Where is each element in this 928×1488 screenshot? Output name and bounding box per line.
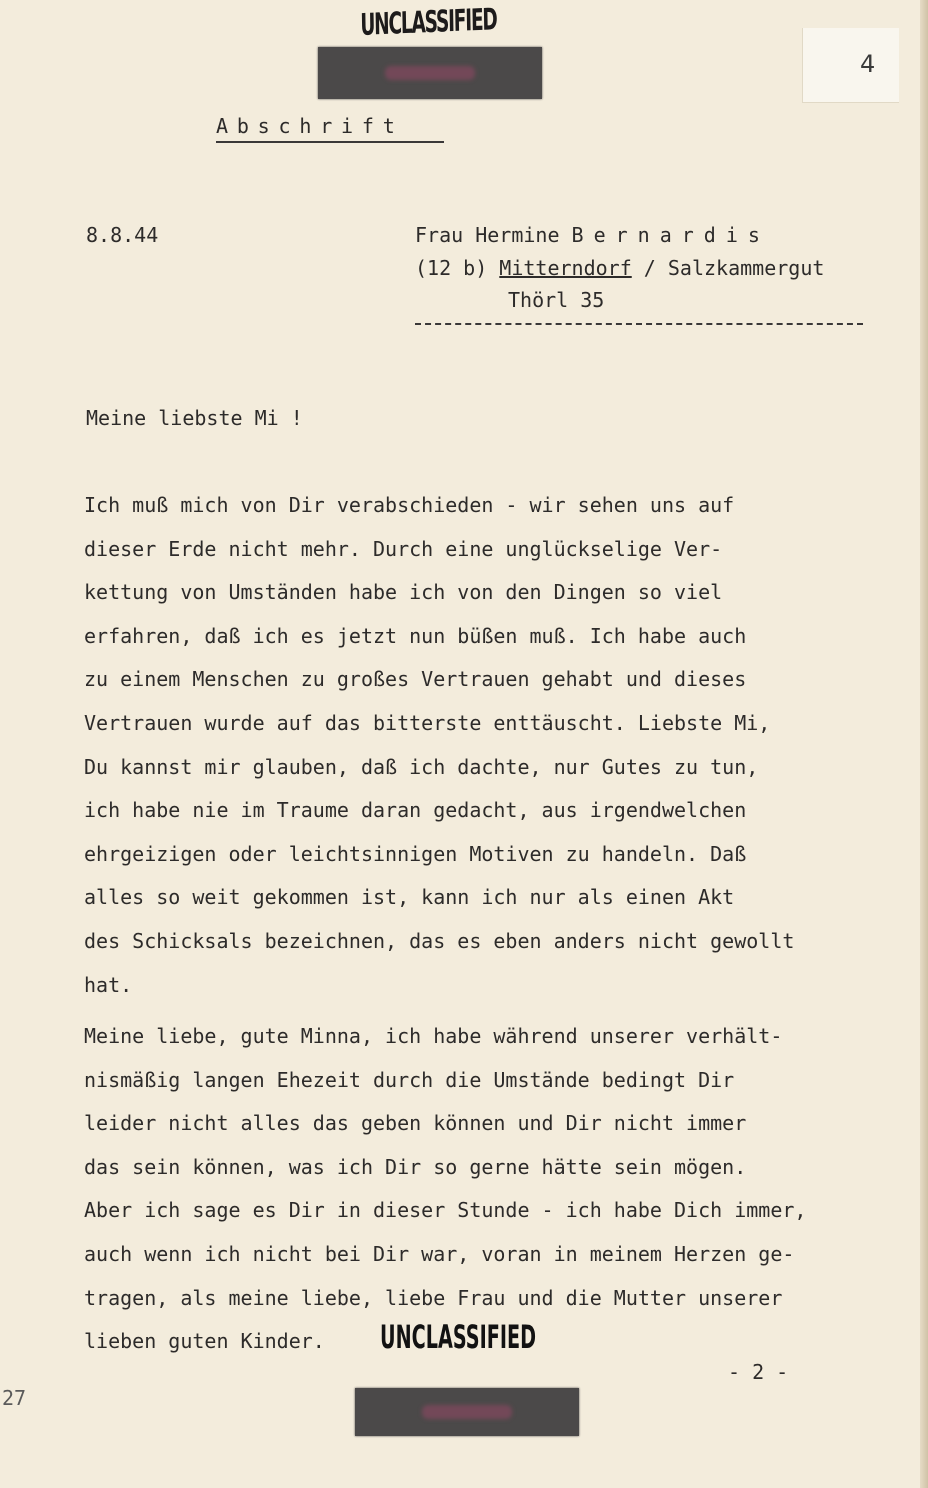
letter-text-line: ehrgeizigen oder leichtsinnigen Motiven zu handeln. Daß	[84, 842, 747, 866]
letter-text-line: erfahren, daß ich es jetzt nun büßen muß. Ich habe auch	[84, 624, 747, 648]
letter-text-line: Vertrauen wurde auf das bitterste enttäuscht. Liebste Mi,	[84, 711, 771, 735]
letter-text-line: nismäßig langen Ehezeit durch die Umstände bedingt Dir	[84, 1068, 735, 1092]
page-number: 4	[860, 50, 876, 78]
letter-greeting: Meine liebste Mi !	[86, 406, 303, 430]
letter-text-line: tragen, als meine liebe, liebe Frau und die Mutter unserer	[84, 1286, 783, 1310]
unclassified-stamp-bottom: UNCLASSIFIED	[380, 1318, 537, 1356]
address-region: / Salzkammergut	[631, 256, 825, 280]
letter-text-line: alles so weit gekommen ist, kann ich nur als einen Akt	[84, 885, 735, 909]
letter-text-line: dieser Erde nicht mehr. Durch eine unglückselige Ver-	[84, 537, 723, 561]
page-edge	[920, 0, 928, 1488]
address-line-1	[415, 223, 770, 247]
letter-text-line: des Schicksals bezeichnen, das es eben anders nicht gewollt	[84, 929, 795, 953]
address-line-3: Thörl 35	[508, 288, 605, 312]
letter-text-line: Du kannst mir glauben, daß ich dachte, nur Gutes zu tun,	[84, 755, 759, 779]
letter-text-line: Aber ich sage es Dir in dieser Stunde - ich habe Dich immer,	[84, 1198, 807, 1222]
address-town: Mitterndorf	[499, 256, 632, 280]
letter-date: 8.8.44	[86, 223, 159, 247]
letter-text-line: Ich muß mich von Dir verabschieden - wir sehen uns auf	[84, 493, 735, 517]
secret-stamp-smudge	[385, 66, 475, 80]
secret-stamp-smudge	[422, 1405, 512, 1419]
letter-text-line: auch wenn ich nicht bei Dir war, voran in meinem Herzen ge-	[84, 1242, 795, 1266]
address-surname: Bernardis	[571, 223, 770, 247]
unclassified-stamp-top: UNCLASSIFIED	[360, 2, 497, 43]
letter-text-line: lieben guten Kinder.	[84, 1329, 325, 1353]
page-number-label	[802, 28, 899, 103]
address-divider	[415, 323, 863, 325]
heading-underline	[216, 141, 444, 143]
redaction-bar-top	[318, 47, 542, 99]
address-postcode: (12 b)	[415, 256, 500, 280]
address-salutation: Frau Hermine	[415, 223, 560, 247]
redaction-bar-bottom	[355, 1388, 579, 1436]
address-line-2	[415, 256, 824, 280]
letter-text-line: ich habe nie im Traume daran gedacht, aus irgendwelchen	[84, 798, 747, 822]
letter-text-line: hat.	[84, 973, 133, 997]
letter-text-line: kettung von Umständen habe ich von den Dingen so viel	[84, 580, 723, 604]
letter-text-line: zu einem Menschen zu großes Vertrauen gehabt und dieses	[84, 667, 747, 691]
page-footer-marker: - 2 -	[728, 1360, 789, 1384]
margin-mark: 27	[2, 1386, 27, 1410]
letter-text-line: Meine liebe, gute Minna, ich habe während unserer verhält-	[84, 1024, 783, 1048]
letter-text-line: das sein können, was ich Dir so gerne hätte sein mögen.	[84, 1155, 747, 1179]
letter-text-line: leider nicht alles das geben können und Dir nicht immer	[84, 1111, 747, 1135]
document-heading: Abschrift	[216, 114, 404, 138]
